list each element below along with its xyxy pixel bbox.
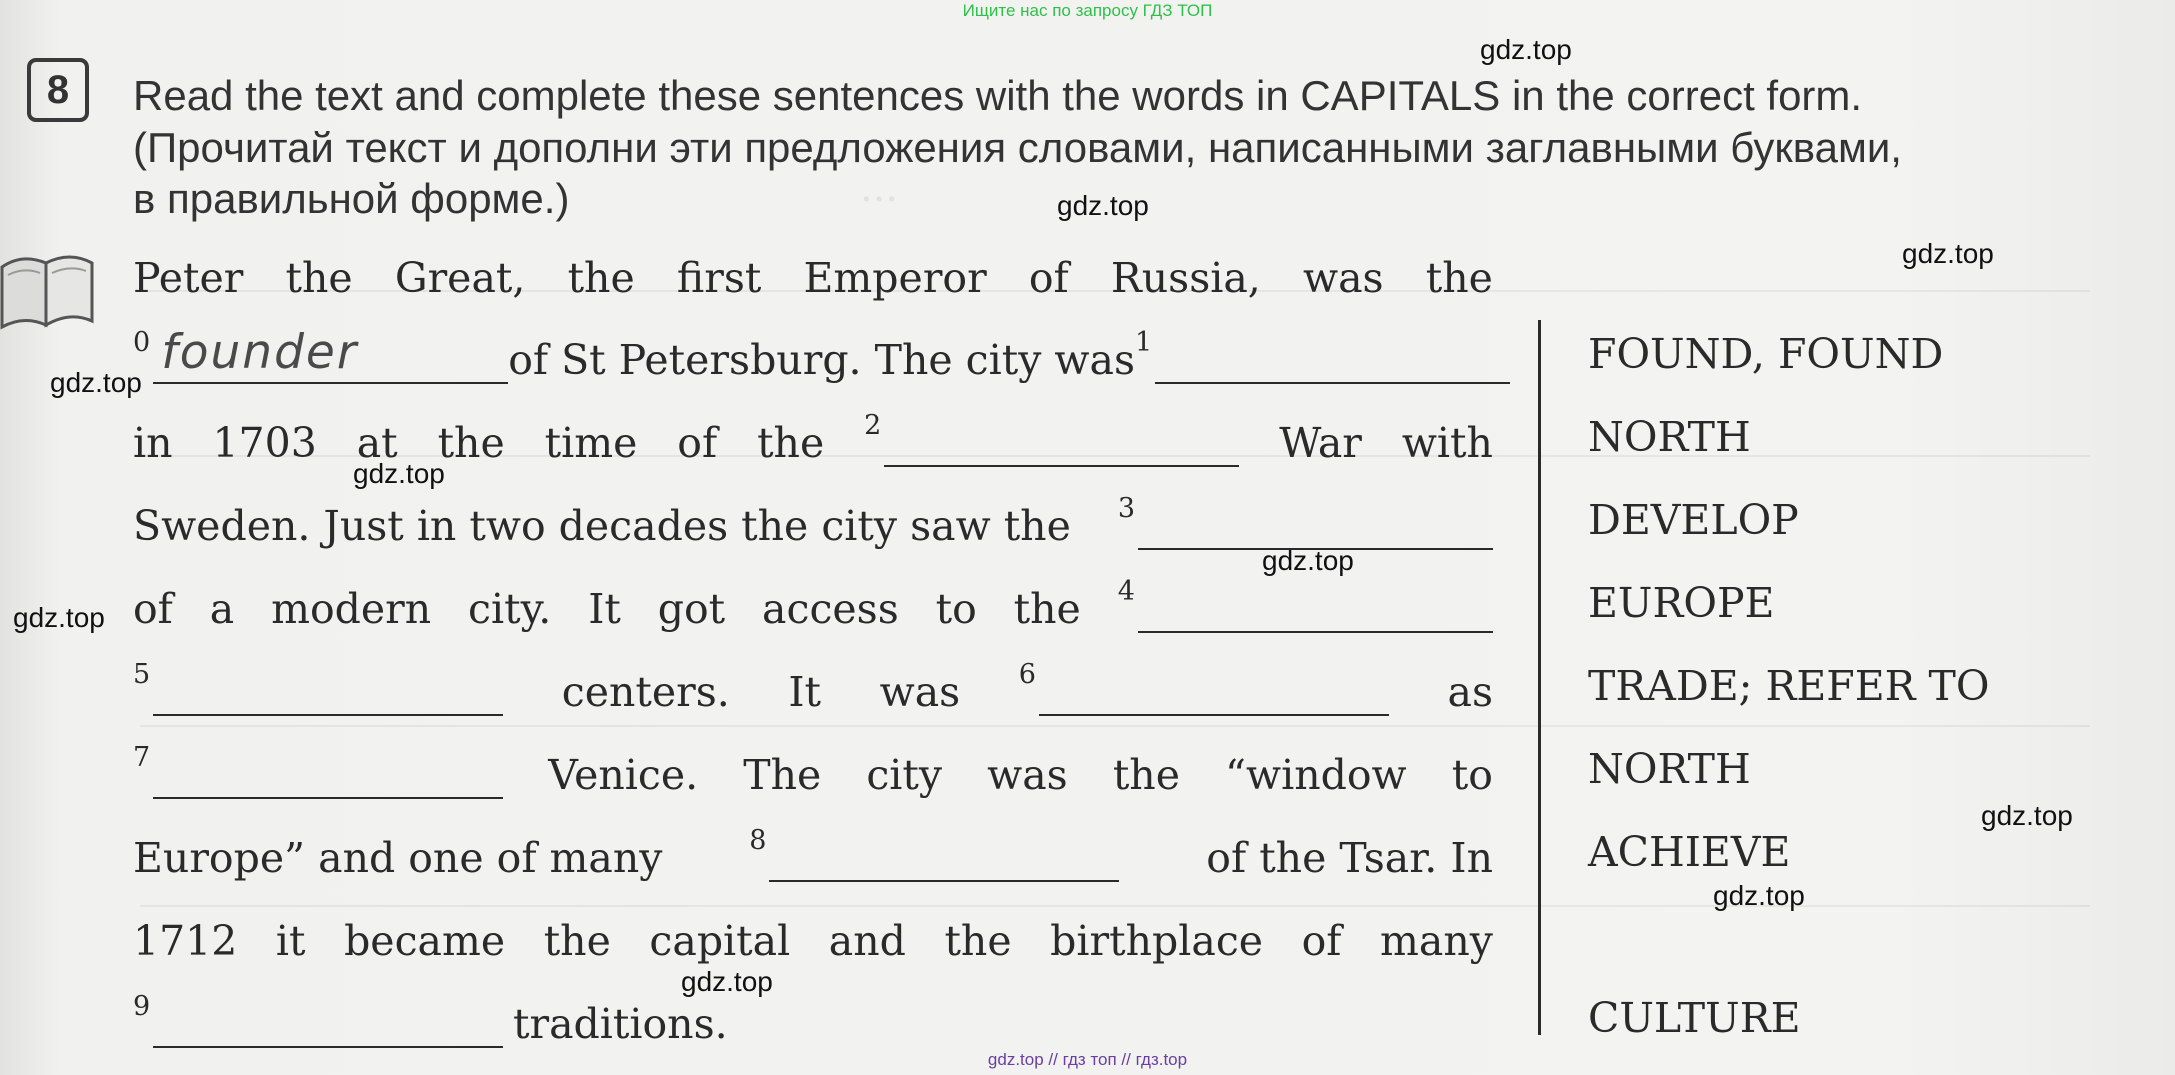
word: first [676,254,762,302]
instruction-russian-cont: в правильной форме.) [133,175,570,222]
word: centers. [561,668,730,716]
word: capital [649,917,791,965]
word: “window [1225,751,1407,799]
text-span: Sweden. Just in two decades the city saw the [133,502,1071,550]
word: of [1301,917,1342,965]
word: the [757,419,825,467]
word: time [544,419,638,467]
passage-line-6 [133,646,1493,716]
word: to [1451,751,1493,799]
answer-blank[interactable] [884,425,1239,467]
word: as [1447,668,1493,716]
watermark: gdz.top [681,966,773,997]
word: access [762,585,899,633]
watermark: gdz.top [1902,238,1994,269]
word: and [828,917,906,965]
gap-number: 4 [1117,576,1135,608]
word: Peter [133,254,244,302]
gap-number: 3 [1117,493,1135,525]
word: traditions. [513,1000,728,1048]
watermark: gdz.top [353,458,445,489]
text-span: of the Tsar. In [1206,834,1493,882]
answer-blank[interactable] [1155,342,1510,384]
answer-blank[interactable] [153,674,503,716]
word: it [275,917,306,965]
instruction-english: Read the text and complete these sentences with the words in CAPITALS in the correct form. [133,72,1863,119]
gap-7 [133,742,503,799]
instruction-russian: (Прочитай текст и дополни эти предложения словами, написанными заглавными буквами, [133,124,1902,171]
word: the [1425,254,1493,302]
word: Emperor [803,254,987,302]
word: became [344,917,506,965]
word: with [1401,419,1493,467]
word: the [285,254,353,302]
word: Great, [394,254,526,302]
answer-blank[interactable] [1138,508,1493,550]
word: at [356,419,398,467]
answer-blank[interactable] [1138,591,1493,633]
word: the [543,917,611,965]
gap-number: 0 [133,327,151,359]
top-banner[interactable]: Ищите нас по запросу ГДЗ ТОП [962,1,1213,20]
word: It [788,668,822,716]
gap-number: 9 [133,991,151,1023]
keyword-1: FOUND, FOUND [1588,330,1944,378]
column-divider [1538,320,1541,1035]
open-book-icon [0,245,100,340]
watermark: gdz.top [1981,800,2073,831]
gap-0 [133,327,508,384]
handwritten-answer: founder [161,325,359,380]
watermark: gdz.top [50,367,142,398]
passage-line-4 [133,480,1493,550]
gap-number: 2 [864,410,882,442]
word: city [866,751,943,799]
passage-line-3 [133,397,1493,467]
word: a [209,585,235,633]
word: in [133,419,173,467]
watermark: gdz.top [1713,880,1805,911]
gap-8 [749,825,1119,882]
word: The [743,751,822,799]
text-span: of St Petersburg. The city was [508,336,1135,384]
text-span: Europe” and one of many [133,834,663,882]
word: birthplace [1050,917,1264,965]
keyword-4: EUROPE [1588,579,1775,627]
word: was [879,668,961,716]
passage-line-1 [133,232,1493,302]
exercise-number-badge: 8 [27,58,89,122]
watermark: gdz.top [13,602,105,633]
bottom-banner[interactable]: gdz.top // гдз топ // гдз.top [987,1050,1188,1069]
answer-blank[interactable] [1039,674,1389,716]
passage-line-7 [133,729,1493,799]
word: of [133,585,173,633]
gap-number: 5 [133,659,151,691]
passage-line-2 [133,314,1493,384]
keyword-2: NORTH [1588,413,1751,461]
word: of [677,419,718,467]
gap-number: 7 [133,742,151,774]
answer-blank[interactable] [769,840,1119,882]
word: the [1013,585,1081,633]
keyword-7: ACHIEVE [1588,828,1791,876]
keyword-5: TRADE; REFER TO [1588,662,1990,710]
bleed-through-text: ... [860,165,899,211]
word: got [657,585,726,633]
answer-blank[interactable] [153,757,503,799]
word: 1703 [212,419,317,467]
gap-number: 8 [749,825,767,857]
word: to [935,585,977,633]
word: was [987,751,1068,799]
gap-5 [133,659,503,716]
answer-blank[interactable] [153,1006,503,1048]
word: modern [271,585,432,633]
gap-6 [1019,659,1389,716]
gap-number: 6 [1018,659,1036,691]
passage-line-8 [133,812,1493,882]
watermark: gdz.top [1262,545,1354,576]
word: was [1302,254,1384,302]
gap-9 [133,991,503,1048]
gap-1 [1135,327,1510,384]
answer-blank[interactable] [153,325,508,384]
word: War [1279,419,1362,467]
gap-3 [1118,493,1493,550]
gap-2 [864,410,1239,467]
word: the [944,917,1012,965]
word: city. [468,585,552,633]
passage-line-10 [133,978,1493,1048]
word: Venice. [548,751,699,799]
word: of [1028,254,1069,302]
passage-line-9 [133,895,1493,965]
keyword-3: DEVELOP [1588,496,1799,544]
bleed-through-line [140,725,2090,727]
gap-number: 1 [1135,327,1153,359]
word: the [1112,751,1180,799]
word: the [567,254,635,302]
keyword-8: CULTURE [1588,994,1801,1042]
word: the [437,419,505,467]
word: It [588,585,621,633]
keyword-6: NORTH [1588,745,1751,793]
watermark: gdz.top [1480,34,1572,65]
gap-4 [1118,576,1493,633]
word: 1712 [133,917,238,965]
watermark: gdz.top [1057,190,1149,221]
word: many [1380,917,1493,965]
word: Russia, [1110,254,1261,302]
